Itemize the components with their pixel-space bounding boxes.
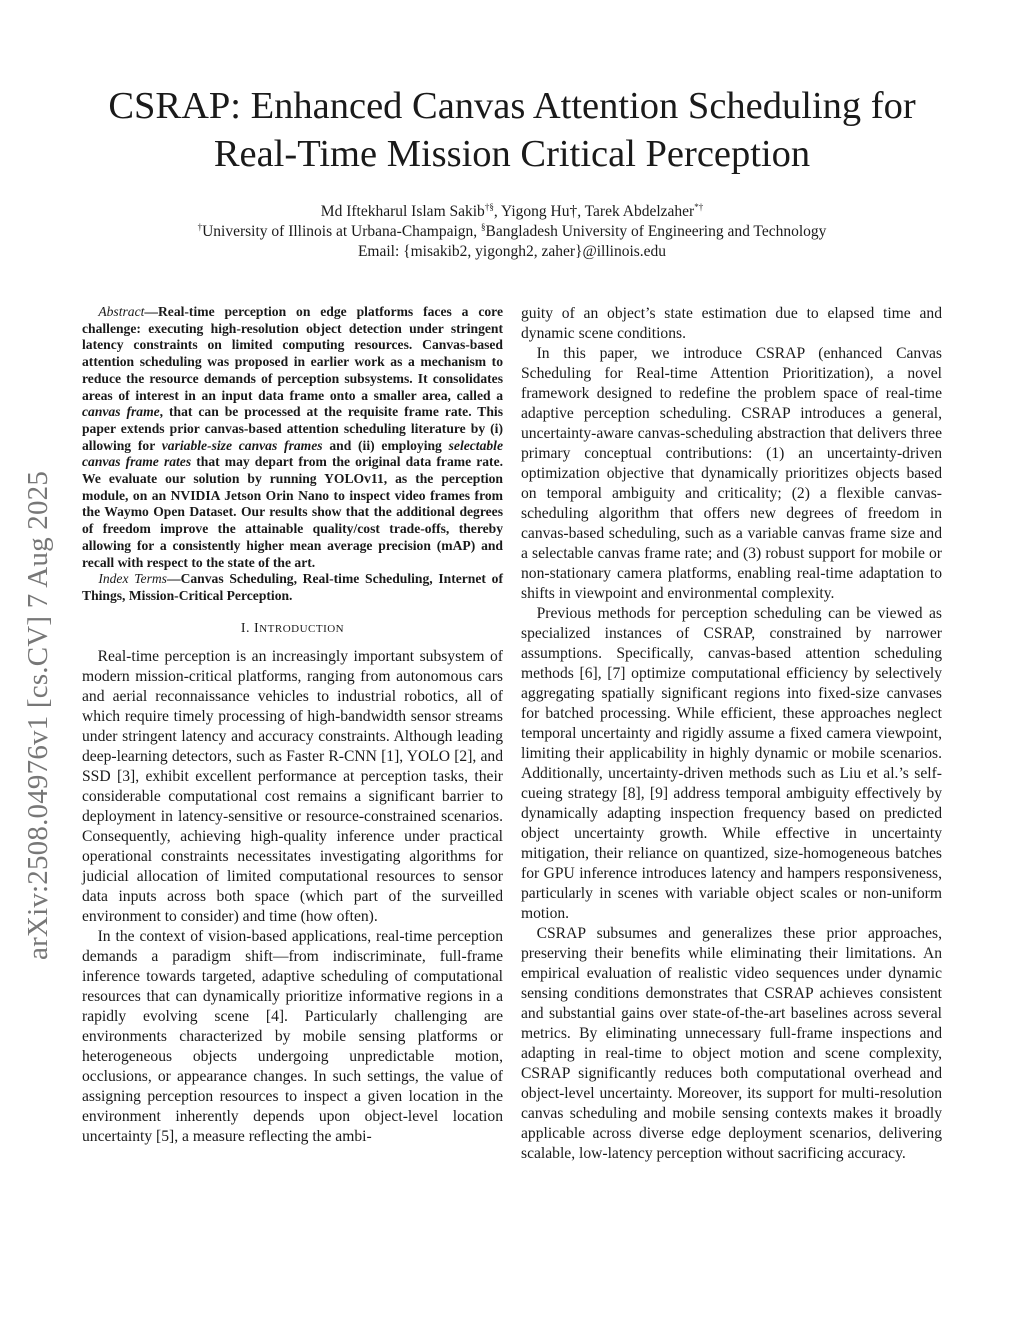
author-names — [0, 202, 1024, 222]
body-paragraph: Real-time perception is an increasingly important subsystem of modern mission-critical platforms, ranging from autonomous cars and aerial reconnaissance vehicles to industrial robotics, all of which require timely processing of high-bandwidth sensor streams under stringent latency and accuracy constraints. Although leading deep-learning detectors, such as Faster R-CNN [1], YOLO [2], and SSD [3], exhibit excellent performance at perception tasks, their considerable computational cost remains a significant barrier to deployment in latency-sensitive or resource-constrained scenarios. Consequently, achieving high-quality inference under practical operational constraints necessitates investigating algorithms for judicial allocation of limited computational resources to sensor data inputs across both space (which part of the surveilled environment to consider) and time (how often). — [82, 647, 503, 925]
abstract-text: and (ii) employing — [322, 437, 449, 453]
abstract-emphasis: variable-size canvas frames — [161, 437, 323, 453]
authors-2-3: , Yigong Hu†, Tarek Abdelzaher — [493, 203, 695, 220]
title-line-2: Real-Time Mission Critical Perception — [213, 133, 811, 175]
body-paragraph: In this paper, we introduce CSRAP (enhanced Canvas Scheduling for Real-time Attention Prioritization), a novel framework designed to redefine the problem space of real-time adaptive perception scheduling. CSRAP introduces a general, uncertainty-aware canvas-scheduling abstraction that delivers three primary conceptual contributions: (1) an uncertainty-driven optimization objective that dynamically prioritizes objects based on temporal ambiguity and criticality; (2) a flexible canvas-scheduling algorithm that offers new degrees of freedom in canvas-based scheduling, such as a variable canvas frame size and a selectable canvas frame rate; and (3) robust support for mobile or non-stationary camera platforms, enabling real-time adaptation to shifts in viewpoint and environmental complexity. — [521, 345, 942, 602]
index-terms-label: Index Terms — [98, 571, 167, 587]
abstract-emphasis: canvas frame — [82, 404, 160, 420]
body-paragraph: Previous methods for perception scheduling can be viewed as specialized instances of CSRAP, constrained by narrower assumptions. Specifically, canvas-based attention scheduling methods [6], [7] optimize computational efficiency by selectively aggregating spatially significant regions into fixed-size canvases for batched processing. While efficient, these approaches neglect temporal uncertainty and rigidly assume a fixed camera viewpoint, limiting their applicability in highly dynamic or mobile scenarios. Additionally, uncertainty-driven methods such as Liu et al.’s self-cueing strategy [8], [9] address temporal ambiguity effectively by dynamically adapting inspection frequency based on predicted object uncertainty growth. While effective in uncertainty mitigation, their reliance on quantized, size-homogeneous batches for GPU inference introduces latency and hampers responsiveness, particularly in scenes with variable object scales or non-uniform motion. — [521, 605, 942, 922]
paper-title — [0, 82, 1024, 178]
body-paragraph: guity of an object’s state estimation due to elapsed time and dynamic scene conditions. — [521, 305, 942, 342]
index-terms-text: —Canvas Scheduling, Real-time Scheduling, Internet of Things, Mission-Critical Perception. — [82, 571, 503, 603]
affiliations — [0, 222, 1024, 242]
body-paragraph: CSRAP subsumes and generalizes these prior approaches, preserving their benefits while eliminating their limitations. An empirical evaluation of realistic video sequences under dynamic sensing conditions demonstrates that CSRAP achieves consistent and substantial gains over state-of-the-art baselines across several metrics. By eliminating unnecessary full-frame inspections and adapting in real-time to object motion and scene complexity, CSRAP significantly reduces both computational overhead and object-level uncertainty. Moreover, its support for multi-resolution canvas scheduling and mobile sensing contexts makes it broadly applicable across diverse edge deployment scenarios, delivering scalable, low-latency perception without sacrificing accuracy. — [521, 925, 942, 1162]
author-1-affil: †§ — [484, 202, 494, 212]
author-3-affil: *† — [694, 202, 704, 212]
affil-1-mark: † — [197, 222, 203, 232]
section-heading-introduction — [82, 619, 503, 639]
abstract-text: , that can be processed at the requisite frame rate. This paper extends prior canvas-based attention scheduling literature by (i) allowing for — [82, 404, 503, 453]
abstract-text: —Real-time perception on edge platforms faces a core challenge: executing high-resolution object detection under stringent latency constraints on limited computing resources. Canvas-based attention scheduling was proposed in earlier work as a mechanism to reduce the resource demands of perception subsystems. It consolidates areas of interest in an input data frame onto a smaller area, called a — [82, 304, 503, 403]
title-line-1: CSRAP: Enhanced Canvas Attention Scheduling for — [108, 85, 916, 127]
left-column — [82, 304, 503, 1147]
index-terms — [82, 571, 503, 604]
affil-2: Bangladesh University of Engineering and Technology — [485, 223, 827, 240]
affil-2-mark: § — [481, 222, 486, 232]
body-paragraph: In the context of vision-based applications, real-time perception demands a paradigm shift—from indiscriminate, full-frame inference towards targeted, adaptive scheduling of computational resources that can dynamically prioritize informative regions in a rapidly evolving scene [4]. Particularly challenging are environments characterized by mobile sensing platforms or heterogeneous objects undergoing unpredictable motion, occlusions, or appearance changes. In such settings, the value of assigning perception resources to inspect a given location in the environment inherently depends upon object-level location uncertainty [5], a measure reflecting the ambi- — [82, 927, 503, 1145]
abstract-label: Abstract — [98, 304, 145, 319]
abstract-text: that may depart from the original data frame rate. We evaluate our solution by running YOLOv11, as the perception module, on an NVIDIA Jetson Orin Nano to inspect video frames from the Waymo Open Dataset. Our results show that the additional degrees of freedom improve the attainable quality/cost trade-offs, thereby allowing for a consistently higher mean average precision (mAP) and recall with respect to the state of the art. — [82, 454, 504, 570]
section-number: I. — [240, 620, 255, 636]
arxiv-identifier: arXiv:2508.04976v1 [cs.CV] 7 Aug 2025 — [22, 470, 54, 960]
abstract-emphasis: selectable canvas frame rates — [82, 437, 503, 470]
affil-1: University of Illinois at Urbana-Champaign, — [202, 223, 482, 240]
author-block — [0, 202, 1024, 262]
abstract — [82, 304, 503, 571]
section-title-initial: I — [254, 620, 260, 636]
author-email: Email: {misakib2, yigongh2, zaher}@illinois.edu — [357, 243, 667, 260]
section-title-rest: NTRODUCTION — [259, 622, 345, 635]
right-column — [521, 304, 942, 1164]
author-1: Md Iftekharul Islam Sakib — [320, 203, 485, 220]
